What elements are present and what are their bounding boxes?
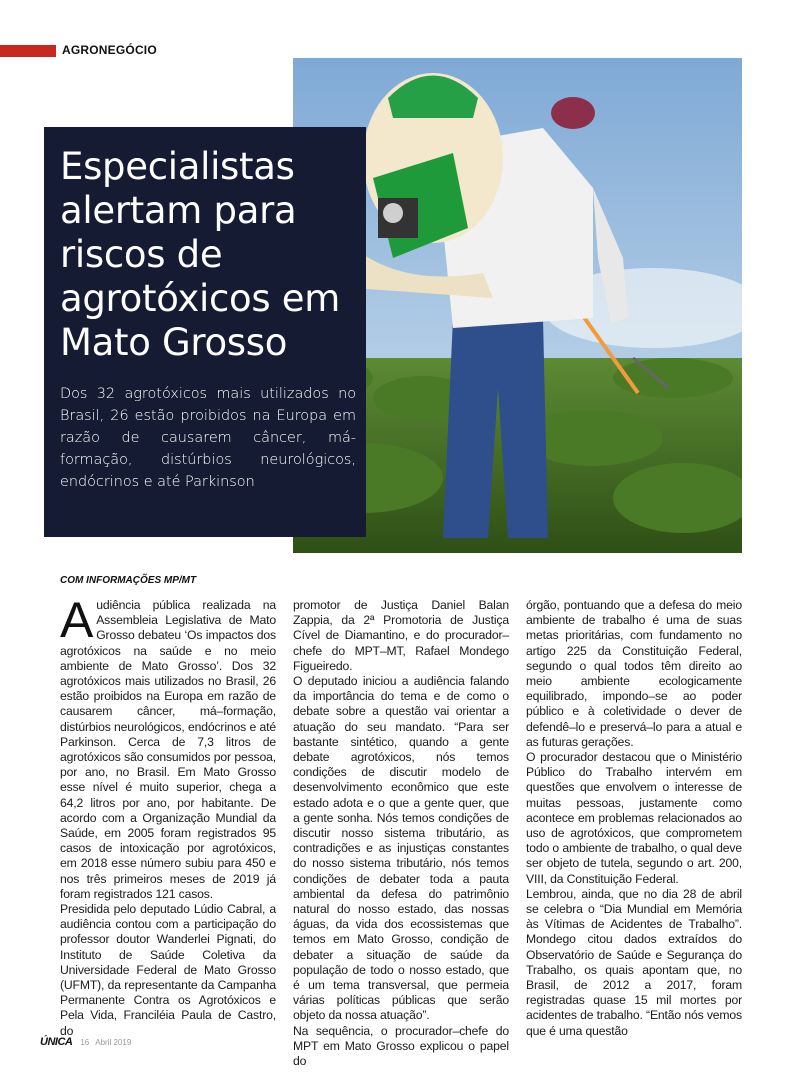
issue-date: Abril 2019 (95, 1037, 132, 1047)
paragraph: O procurador destacou que o Ministério Público do Trabalho intervém em questões que envolvem o interesse de muitas pessoas, justamente como acontece em problemas relacionados ao uso de agrotóxicos, que comprometem todo o ambiente de trabalho, o qual deve ser objeto de tutela, segundo o art. 200, VIII, da Constituição Federal. (526, 750, 742, 886)
magazine-logo: ÚNICA (40, 1036, 73, 1048)
paragraph: órgão, pontuando que a defesa do meio ambiente de trabalho é uma de suas metas prioritárias, com fundamento no artigo 225 da Constituição Federal, segundo o qual todos têm direito ao meio ambiente ecologicamente equilibrado, impondo–se ao poder público e à coletividade o dever de defendê–lo e preservá–lo para a atual e as futuras gerações. (526, 598, 742, 749)
drop-cap: A (60, 592, 94, 648)
paragraph: Presidida pelo deputado Lúdio Cabral, a audiência contou com a participação do professor doutor Wanderlei Pignati, do Instituto de Saúde Coletiva da Universidade Federal de Mato Grosso (UFMT), da representante da Campanha Permanente Contra os Agrotóxicos e Pela Vida, Franciléia Paula de Castro, do (60, 902, 276, 1038)
paragraph: O deputado iniciou a audiência falando da importância do tema e de como o debate sobre a questão vai orientar a atuação do seu mandato. “Para ser bastante sintético, quando a gente debate agrotóxicos, nós temos condições de discutir modelo de desenvolvimento econômico que este estado adota e o que a gente quer, que a gente sonha. Nós temos condições de discutir nosso sistema tributário, as contradições e as injustiças constantes do nosso sistema tributário, nós temos condições de debater toda a pauta ambiental da defesa do patrimônio natural do nosso estado, das nossas águas, da vida dos ecossistemas que temos em Mato Grosso, condição de debater a situação de saúde da população de todo o nosso estado, que é um tema transversal, que permeia várias políticas públicas que serão objeto da nossa atuação”. (293, 674, 509, 1023)
paragraph: Na sequência, o procurador–chefe do MPT em Mato Grosso explicou o papel do (293, 1023, 509, 1069)
paragraph: Lembrou, ainda, que no dia 28 de abril se celebra o “Dia Mundial em Memória às Vítimas de Acidentes de Trabalho”. Mondego citou dados extraídos do Observatório de Saúde e Segurança do Trabalho, os quais apontam que, no Brasil, de 2012 a 2017, foram registradas quase 15 mil mortes por acidentes de trabalho. “Então nós vemos que é uma questão (526, 886, 742, 1038)
text-column-3 (526, 598, 742, 1039)
text-column-1 (60, 592, 276, 1039)
article-deck: Dos 32 agrotóxicos mais utilizados no Brasil, 26 estão proibidos na Europa em razão de causarem câncer, má-formação, distúrbios neurológicos, endócrinos e até Parkinson (60, 386, 356, 490)
article-title: Especialistas alertam para riscos de agrotóxicos em Mato Grosso (60, 145, 341, 364)
page-number: 16 (80, 1037, 90, 1047)
paragraph: promotor de Justiça Daniel Balan Zappia, da 2ª Promotoria de Justiça Cível de Diamantino, e do procurador–chefe do MPT–MT, Rafael Mondego Figueiredo. (293, 598, 509, 673)
text-column-2 (293, 598, 509, 1069)
article-byline: COM INFORMAÇÕES MP/MT (60, 575, 197, 586)
paragraph (60, 592, 276, 902)
page-footer (40, 1036, 131, 1048)
section-label: AGRONEGÓCIO (62, 43, 157, 57)
section-accent-bar (0, 45, 56, 57)
title-box (44, 127, 366, 537)
paragraph-text: udiência pública realizada na Assembleia Legislativa de Mato Grosso debateu ‘Os impactos dos agrotóxicos na saúde e no meio ambiente de Mato Grosso’. Dos 32 agrotóxicos mais utilizados no Brasil, 26 estão proibidos na Europa em razão de causarem câncer, má–formação, distúrbios neurológicos, endócrinos e até Parkinson. Cerca de 7,3 litros de agrotóxicos são consumidos por pessoa, por ano, no Brasil. Em Mato Grosso esse nível é muito superior, chega a 64,2 litros por ano, por habitante. De acordo com a Organização Mundial da Saúde, em 2005 foram registrados 95 casos de intoxicação por agrotóxicos, em 2018 esse número subiu para 450 e nos três primeiros meses de 2019 já foram registrados 121 casos. (60, 598, 276, 901)
